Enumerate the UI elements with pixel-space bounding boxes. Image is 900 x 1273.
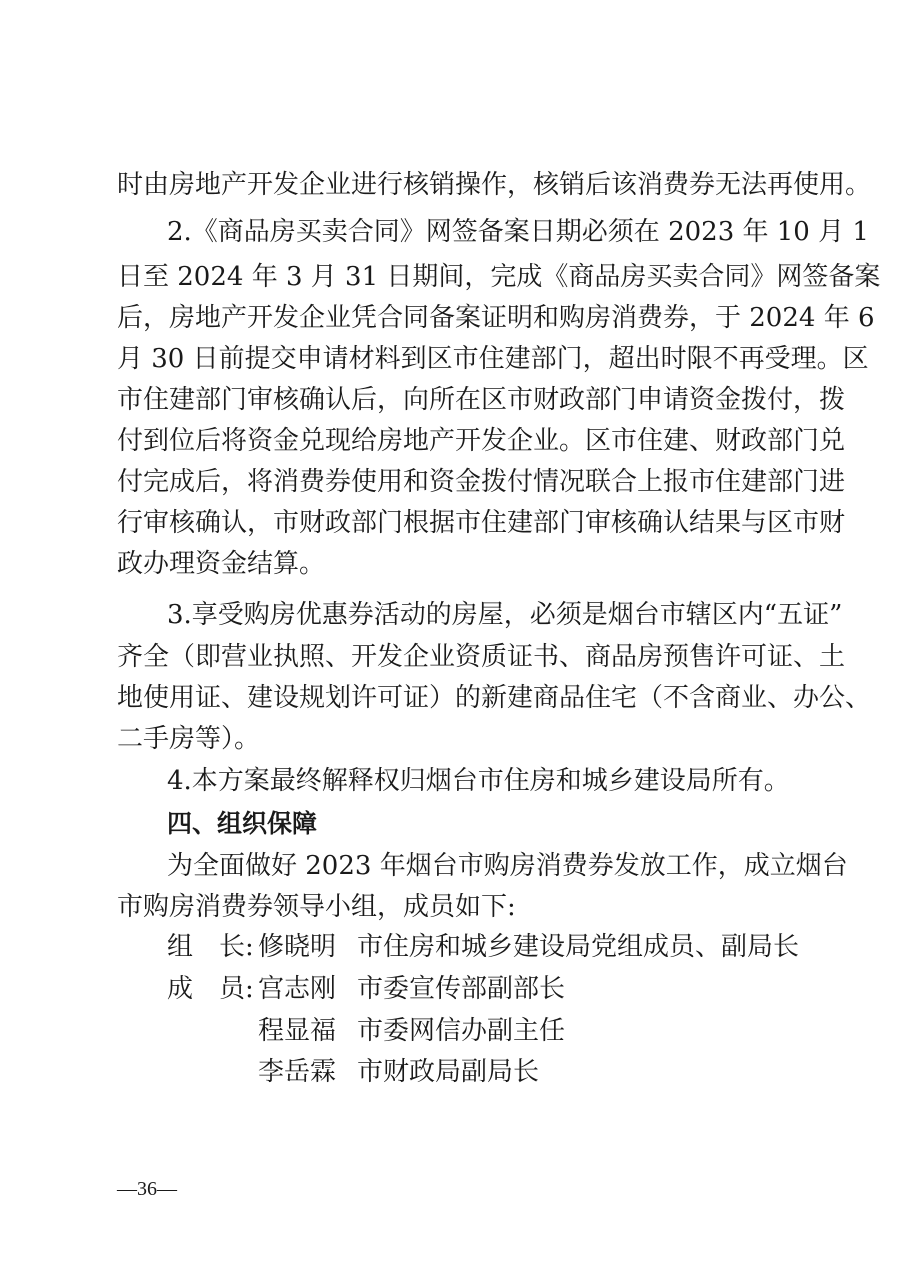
paragraph-line: 为全面做好 2023 年烟台市购房消费券发放工作，成立烟台	[167, 851, 848, 881]
member-name: 李岳霖	[258, 1057, 337, 1087]
page-number: —36—	[117, 1178, 177, 1200]
paragraph-line: 二手房等）。	[117, 724, 261, 754]
paragraph-line: 付到位后将资金兑现给房地产开发企业。区市住建、财政部门兑	[117, 426, 846, 456]
member-name: 修晓明	[258, 932, 337, 962]
member-title: 市住房和城乡建设局党组成员、副局长	[357, 932, 800, 962]
member-role: 组 长:	[167, 932, 254, 962]
paragraph-line: 后，房地产开发企业凭合同备案证明和购房消费券，于 2024 年 6	[117, 303, 875, 333]
paragraph-line: 市住建部门审核确认后，向所在区市财政部门申请资金拨付，拨	[117, 385, 846, 415]
paragraph-line: 2.《商品房买卖合同》网签备案日期必须在 2023 年 10 月 1	[167, 217, 869, 247]
paragraph-line: 齐全（即营业执照、开发企业资质证书、商品房预售许可证、土	[117, 642, 846, 672]
paragraph-line: 政办理资金结算。	[117, 549, 326, 579]
member-title: 市委网信办副主任	[357, 1016, 566, 1046]
member-name: 宫志刚	[258, 974, 337, 1004]
paragraph-line: 月 30 日前提交申请材料到区市住建部门，超出时限不再受理。区	[117, 344, 869, 374]
section-heading: 四、组织保障	[167, 809, 318, 838]
member-title: 市委宣传部副部长	[357, 974, 566, 1004]
member-row	[167, 927, 254, 967]
paragraph-line: 地使用证、建设规划许可证）的新建商品住宅（不含商业、办公、	[117, 683, 872, 713]
paragraph-line: 时由房地产开发企业进行核销操作，核销后该消费券无法再使用。	[117, 170, 872, 200]
paragraph-line: 行审核确认，市财政部门根据市住建部门审核确认结果与区市财	[117, 508, 846, 538]
member-title: 市财政局副局长	[357, 1057, 540, 1087]
paragraph-line: 日至 2024 年 3 月 31 日期间，完成《商品房买卖合同》网签备案	[117, 262, 881, 292]
paragraph-line: 市购房消费券领导小组，成员如下:	[117, 892, 516, 922]
paragraph-line: 4.本方案最终解释权归烟台市住房和城乡建设局所有。	[167, 766, 790, 796]
member-row	[167, 969, 254, 1009]
paragraph-line: 3.享受购房优惠券活动的房屋，必须是烟台市辖区内“五证”	[167, 600, 843, 630]
member-role: 成 员:	[167, 974, 254, 1004]
paragraph-line: 付完成后，将消费券使用和资金拨付情况联合上报市住建部门进	[117, 467, 846, 497]
member-name: 程显福	[258, 1016, 337, 1046]
